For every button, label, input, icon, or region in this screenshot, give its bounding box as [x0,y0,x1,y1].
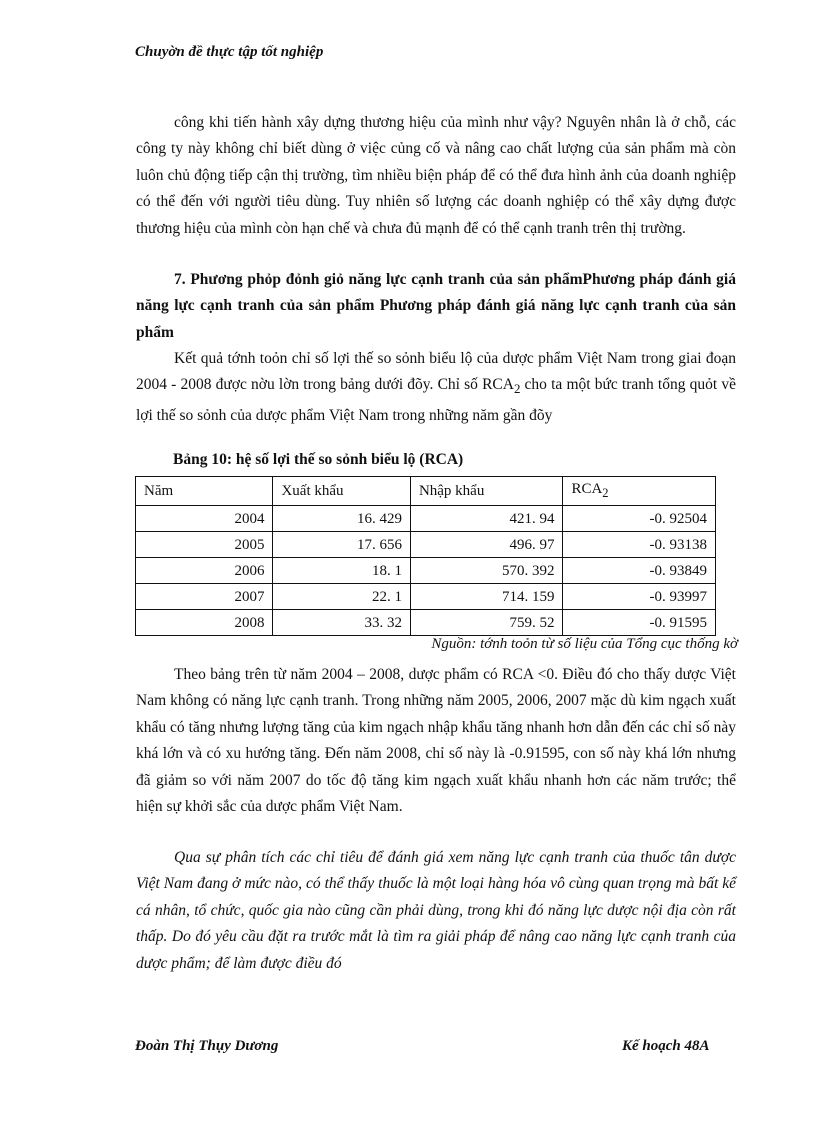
paragraph-3 [136,662,736,820]
paragraph-3-text: Theo bảng trên từ năm 2004 – 2008, dược phẩm có RCA <0. Điều đó cho thấy dược Việt Nam không có năng lực cạnh tranh. Trong những năm 2005, 2006, 2007 mặc dù kim ngạch xuất khẩu có tăng nhưng lượng tăng của kim ngạch nhập khẩu tăng nhanh hơn dẫn đến các chỉ số này khá lớn và có xu hướng tăng. Đến năm 2008, chỉ số này là -0.91595, con số này khá lớn nhưng đã giảm so với năm 2007 do tốc độ tăng kim ngạch xuất khẩu nhanh hơn các năm trước; thể hiện sự khởi sắc của dược phẩm Việt Nam. [136,666,736,816]
cell-import: 421. 94 [410,506,563,532]
cell-import: 570. 392 [410,558,563,584]
rca-table [135,476,716,636]
table-header-row [136,477,716,506]
paragraph-2-after: cho ta một bức tranh tổng quỏt về lợi thế so sỏnh của dược phẩm Việt Nam trong những năm gần đõy [136,376,736,424]
cell-export: 33. 32 [273,610,410,636]
paragraph-2-before: Kết quả tớnh toỏn chỉ số lợi thế so sỏnh biểu lộ của dược phẩm Việt Nam trong giai đoạn 2004 - 2008 được nờu lờn trong bảng dưới đõy. Chỉ số RCA [136,350,736,394]
cell-year: 2007 [136,584,273,610]
cell-year: 2008 [136,610,273,636]
cell-rca: -0. 93849 [563,558,716,584]
section-heading [136,267,736,346]
paragraph-1 [136,110,736,242]
cell-import: 714. 159 [410,584,563,610]
header-rca [563,477,716,506]
cell-import: 759. 52 [410,610,563,636]
paragraph-2-sub: 2 [513,381,521,397]
table-row [136,584,716,610]
table-source-note: Nguồn: tớnh toỏn từ số liệu của Tổng cục thống kờ [431,636,738,652]
table-caption: Bảng 10: hệ số lợi thế so sỏnh biểu lộ (RCA) [173,451,464,468]
cell-export: 22. 1 [273,584,410,610]
table-row [136,558,716,584]
cell-export: 18. 1 [273,558,410,584]
cell-rca: -0. 93138 [563,532,716,558]
table-row [136,506,716,532]
header-export: Xuất khẩu [273,477,410,506]
footer-author: Đoàn Thị Thụy Dương [135,1038,279,1054]
paragraph-2 [136,346,736,429]
paragraph-4-text: Qua sự phân tích các chỉ tiêu để đánh giá xem năng lực cạnh tranh của thuốc tân dược Việt Nam đang ở mức nào, có thể thấy thuốc là một loại hàng hóa vô cùng quan trọng mà bất kể cá nhân, tổ chức, quốc gia nào cũng cần phải dùng, trong khi đó năng lực dược nội địa còn rất thấp. Do đó yêu cầu đặt ra trước mắt là tìm ra giải pháp để nâng cao năng lực cạnh tranh của dược phẩm; để làm được điều đó [136,849,736,972]
cell-rca: -0. 93997 [563,584,716,610]
cell-year: 2005 [136,532,273,558]
table-row [136,532,716,558]
page-header: Chuyờn đề thực tập tốt nghiệp [135,44,324,60]
cell-import: 496. 97 [410,532,563,558]
footer-class: Kế hoạch 48A [622,1038,710,1054]
cell-rca: -0. 91595 [563,610,716,636]
cell-year: 2004 [136,506,273,532]
section-heading-text: 7. Phương phỏp đỏnh giỏ năng lực cạnh tranh của sản phẩmPhương pháp đánh giá năng lực cạnh tranh của sản phẩm Phương pháp đánh giá năng lực cạnh tranh của sản phẩm [136,271,736,341]
cell-export: 16. 429 [273,506,410,532]
header-rca-sub: 2 [602,486,609,500]
cell-year: 2006 [136,558,273,584]
cell-rca: -0. 92504 [563,506,716,532]
paragraph-1-text: công khi tiến hành xây dựng thương hiệu của mình như vậy? Nguyên nhân là ở chỗ, các công ty này không chỉ biết dùng ở việc củng cố và nâng cao chất lượng của sản phẩm mà còn luôn chủ động tiếp cận thị trường, tìm nhiều biện pháp để có thể đưa hình ảnh của doanh nghiệp có thể đến với người tiêu dùng. Tuy nhiên số lượng các doanh nghiệp có thể xây dựng được thương hiệu của mình còn hạn chế và chưa đủ mạnh để có thể cạnh tranh trên thị trường. [136,114,736,237]
paragraph-4 [136,845,736,977]
cell-export: 17. 656 [273,532,410,558]
table-row [136,610,716,636]
header-year: Năm [136,477,273,506]
header-rca-label: RCA [571,481,603,497]
header-import: Nhập khẩu [410,477,563,506]
